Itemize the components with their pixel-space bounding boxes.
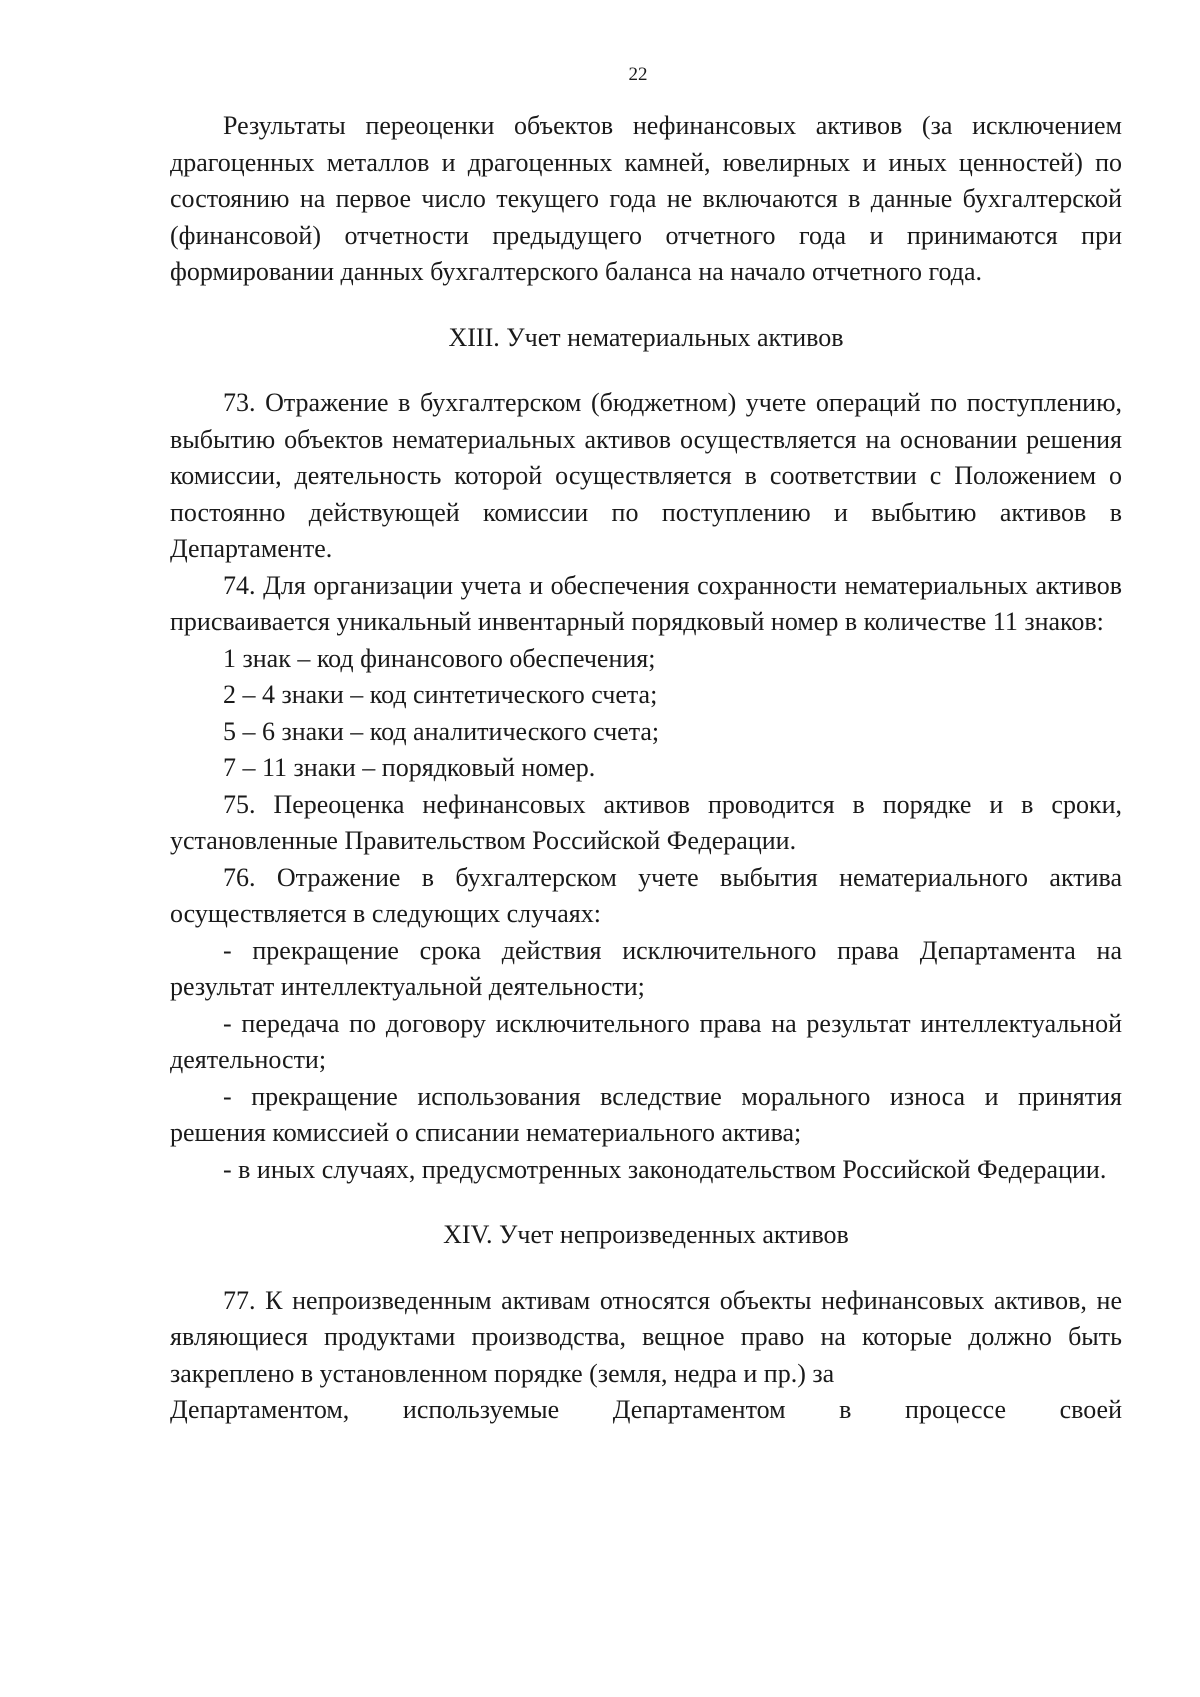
tail-word: Департаментом [612,1395,786,1424]
tail-word: в [839,1395,852,1424]
paragraph-74: 74. Для организации учета и обеспечения сохранности нематериальных активов присваивается уникальный инвентарный порядковый номер в количестве 11 знаков: [170,570,1122,636]
tail-word: своей [1059,1395,1122,1424]
paragraph-73: 73. Отражение в бухгалтерском (бюджетном) учете операций по поступлению, выбытию объектов нематериальных активов осуществляется на основании решения комиссии, деятельность которой осуществляется в соответствии с Положением о постоянно действующей комиссии по поступлению и выбытию активов в Департаменте. [170,388,1122,563]
list-item: - прекращение срока действия исключительного права Департамента на результат интеллектуальной деятельности; [170,935,1122,1001]
paragraph-75: 75. Переоценка нефинансовых активов проводится в порядке и в сроки, установленные Правительством Российской Федерации. [170,789,1122,855]
tail-word: Департаментом, [170,1395,350,1424]
tail-word: используемые [402,1395,560,1424]
section-heading-xiv: XIV. Учет непроизведенных активов [443,1220,849,1249]
list-item: - передача по договору исключительного права на результат интеллектуальной деятельности; [170,1008,1122,1074]
list-item: - прекращение использования вследствие морального износа и принятия решения комиссией о списании нематериального актива; [170,1081,1122,1147]
paragraph-77-last-line [170,1392,1122,1429]
page-number: 22 [628,64,648,85]
list-item: - в иных случаях, предусмотренных законодательством Российской Федерации. [223,1154,1107,1184]
paragraph-77: 77. К непроизведенным активам относятся объекты нефинансовых активов, не являющиеся продуктами производства, вещное право на которые должно быть закреплено в установленном порядке (земля, недра и пр.) за [170,1285,1122,1388]
list-item: 7 – 11 знаки – порядковый номер. [223,753,596,782]
paragraph-76: 76. Отражение в бухгалтерском учете выбытия нематериального актива осуществляется в следующих случаях: [170,862,1122,928]
document-body [170,108,1122,1429]
list-item: 5 – 6 знаки – код аналитического счета; [223,716,660,746]
list-item: 2 – 4 знаки – код синтетического счета; [223,680,658,709]
intro-paragraph: Результаты переоценки объектов нефинансовых активов (за исключением драгоценных металлов и драгоценных камней, ювелирных и иных ценностей) по состоянию на первое число текущего года не включаются в данные бухгалтерской (финансовой) отчетности предыдущего отчетного года и принимаются при формировании данных бухгалтерского баланса на начало отчетного года. [170,111,1122,286]
tail-word: процессе [905,1395,1006,1424]
section-heading-xiii: XIII. Учет нематериальных активов [448,322,844,352]
list-item: 1 знак – код финансового обеспечения; [223,643,656,673]
